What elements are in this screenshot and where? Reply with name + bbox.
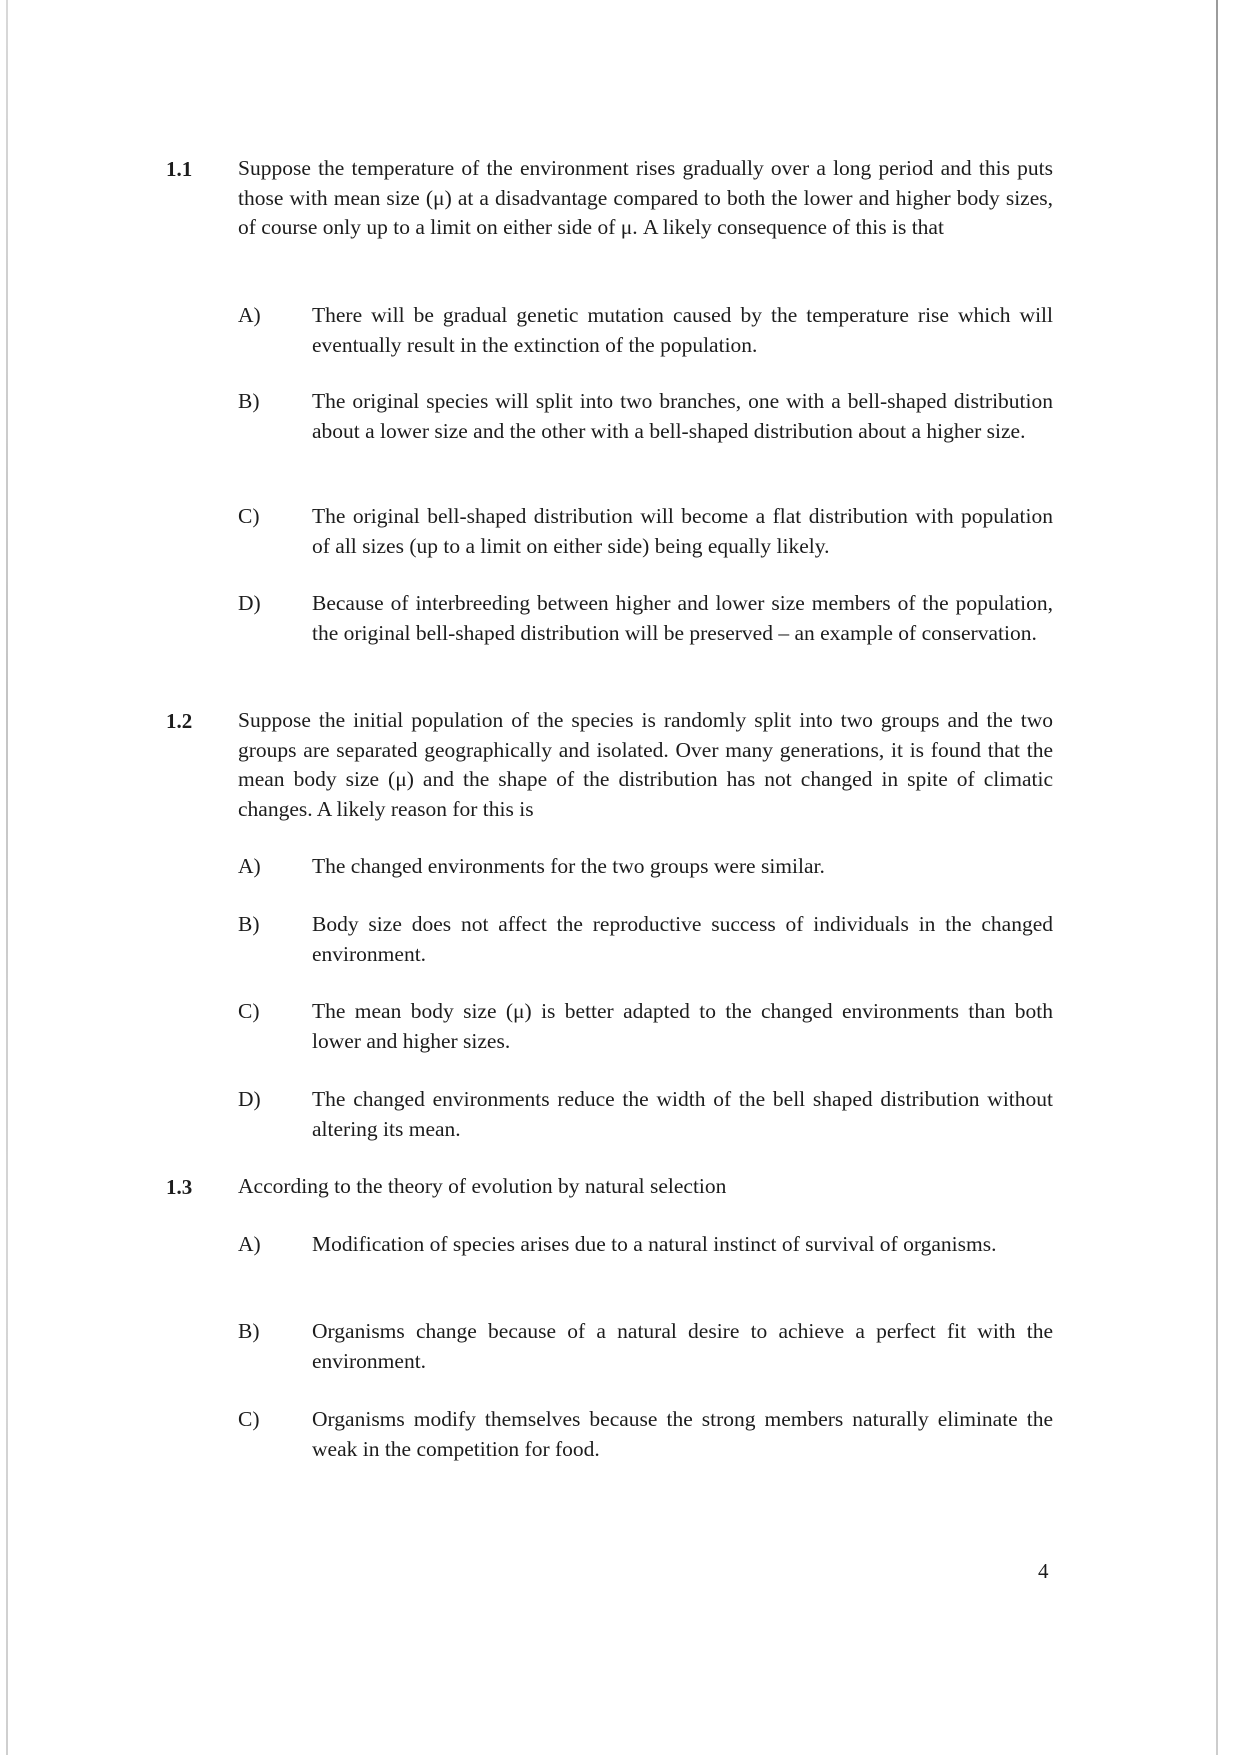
question-number: 1.1 xyxy=(166,157,193,181)
scan-edge-right xyxy=(1216,0,1218,1755)
question-text: Suppose the initial population of the species is randomly split into two groups and the two groups are separated geographically and isolated. Over many generations, it is found that the mean body size (μ) and the shape of the distribution has not changed in spite of climatic changes. A likely reason for this is xyxy=(238,708,1053,821)
question-text: According to the theory of evolution by natural selection xyxy=(238,1174,727,1198)
option-text: The changed environments for the two groups were similar. xyxy=(312,854,825,878)
option-letter: A) xyxy=(238,303,261,327)
page-number: 4 xyxy=(1038,1559,1049,1583)
option-letter: C) xyxy=(238,504,260,528)
option-letter: B) xyxy=(238,1319,260,1343)
scan-edge-left xyxy=(6,0,8,1755)
option-letter: D) xyxy=(238,1087,261,1111)
question-text: Suppose the temperature of the environment rises gradually over a long period and this puts those with mean size (μ) at a disadvantage compared to both the lower and higher body sizes, of course only up to a limit on either side of μ. A likely consequence of this is that xyxy=(238,156,1053,239)
option-letter: B) xyxy=(238,912,260,936)
option-letter: B) xyxy=(238,389,260,413)
option-letter: C) xyxy=(238,1407,260,1431)
option-text: Organisms change because of a natural desire to achieve a perfect fit with the environment. xyxy=(312,1319,1053,1373)
option-letter: A) xyxy=(238,854,261,878)
option-text: The changed environments reduce the width of the bell shaped distribution without altering its mean. xyxy=(312,1087,1053,1141)
option-text: The original bell-shaped distribution will become a flat distribution with population of all sizes (up to a limit on either side) being equally likely. xyxy=(312,504,1053,558)
option-text: There will be gradual genetic mutation caused by the temperature rise which will eventually result in the extinction of the population. xyxy=(312,303,1053,357)
option-letter: D) xyxy=(238,591,261,615)
question-number: 1.3 xyxy=(166,1175,193,1199)
option-text: The original species will split into two branches, one with a bell-shaped distribution about a lower size and the other with a bell-shaped distribution about a higher size. xyxy=(312,389,1053,443)
option-letter: C) xyxy=(238,999,260,1023)
question-number: 1.2 xyxy=(166,709,193,733)
option-text: Modification of species arises due to a natural instinct of survival of organisms. xyxy=(312,1232,997,1256)
option-text: Body size does not affect the reproductive success of individuals in the changed environment. xyxy=(312,912,1053,966)
option-letter: A) xyxy=(238,1232,261,1256)
option-text: Organisms modify themselves because the strong members naturally eliminate the weak in the competition for food. xyxy=(312,1407,1053,1461)
option-text: The mean body size (μ) is better adapted to the changed environments than both lower and higher sizes. xyxy=(312,999,1053,1053)
option-text: Because of interbreeding between higher and lower size members of the population, the original bell-shaped distribution will be preserved – an example of conservation. xyxy=(312,591,1053,645)
